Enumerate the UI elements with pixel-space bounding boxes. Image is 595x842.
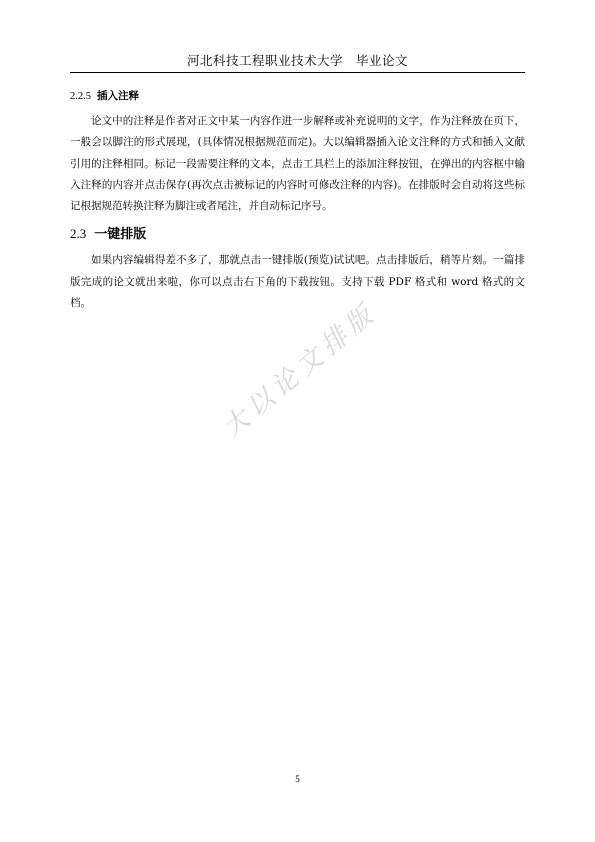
section-title: 一键排版 bbox=[94, 227, 147, 243]
subsection-title: 插入注释 bbox=[97, 90, 139, 102]
section-paragraph: 如果内容编辑得差不多了，那就点击一键排版(预览)试试吧。点击排版后，稍等片刻。一篇排版完成的论文就出来啦，你可以点击右下角的下载按钮。支持下载 PDF 格式和 word 格式的文档。 bbox=[70, 254, 525, 310]
running-header: 河北科技工程职业技术大学 毕业论文 bbox=[186, 53, 408, 68]
watermark: 大以论文排版 bbox=[216, 297, 384, 444]
subsection-paragraph: 论文中的注释是作者对正文中某一内容作进一步解释或补充说明的文字，作为注释放在页下，一般会以脚注的形式展现，(具体情况根据规范而定)。大以编辑器插入论文注释的方式和插入文献引用的注释相同。标记一段需要注释的文本，点击工具栏上的添加注释按钮，在弹出的内容框中输入注释的内容并点击保存(再次点击被标记的内容时可修改注释的内容)。在排版时会自动将这些标记根据规范转换注释为脚注或者尾注，并自动标记序号。 bbox=[70, 115, 525, 213]
section-number: 2.3 bbox=[70, 226, 87, 242]
page-content bbox=[70, 88, 525, 314]
subsection-heading bbox=[70, 88, 525, 105]
section-heading bbox=[70, 225, 525, 244]
header-rule bbox=[70, 72, 525, 73]
page-number: 5 bbox=[295, 774, 300, 784]
subsection-number: 2.2.5 bbox=[70, 91, 91, 102]
